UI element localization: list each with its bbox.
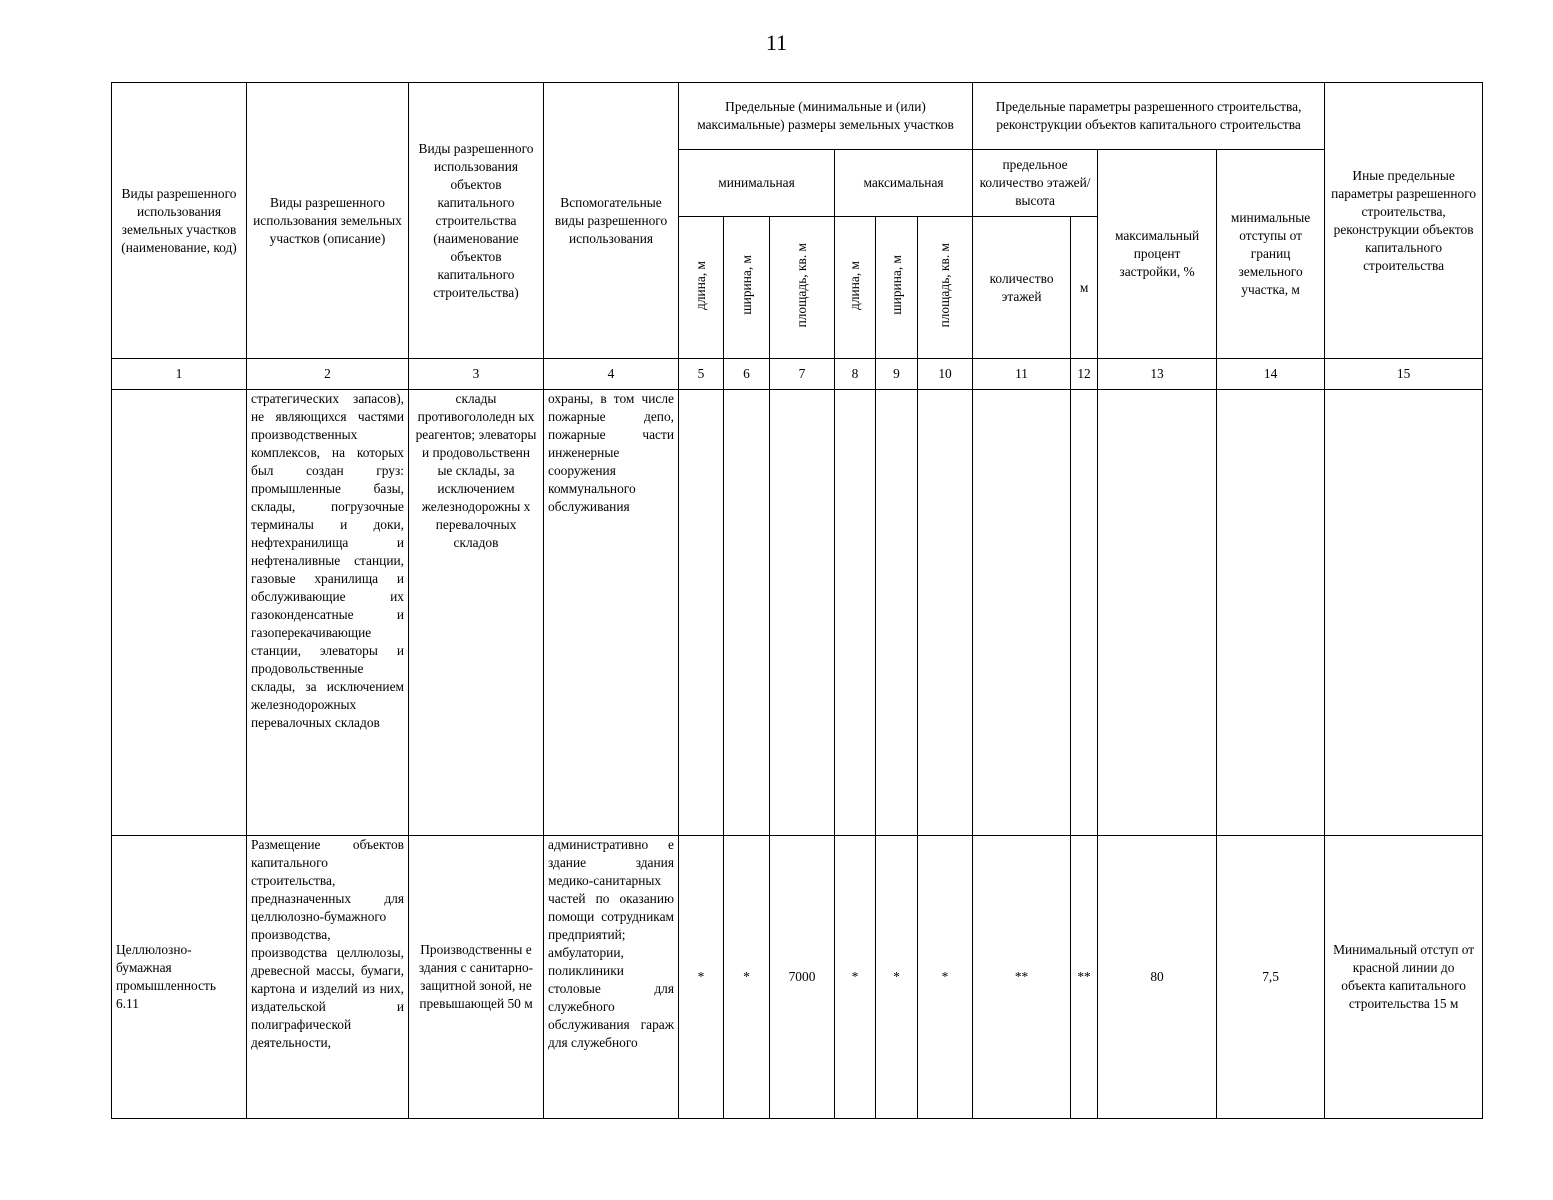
- header-floors: количество этажей: [973, 217, 1071, 359]
- row1-col15: [1325, 390, 1483, 836]
- col-number: 11: [973, 359, 1071, 390]
- row2-col9: *: [876, 836, 918, 1119]
- col-number: 2: [247, 359, 409, 390]
- col-number: 4: [544, 359, 679, 390]
- row1-col4: охраны, в том числе пожарные депо, пожарные части инженерные сооружения коммунального обслуживания: [544, 390, 679, 836]
- header-col1: Виды разрешенного использования земельных участков (наименование, код): [112, 83, 247, 359]
- header-min-length: длина, м: [679, 217, 724, 359]
- col-number: 9: [876, 359, 918, 390]
- header-min: минимальная: [679, 150, 835, 217]
- row2-col7: 7000: [770, 836, 835, 1119]
- row1-col6: [724, 390, 770, 836]
- row2-col8: *: [835, 836, 876, 1119]
- row2-col15: Минимальный отступ от красной линии до объекта капитального строительства 15 м: [1325, 836, 1483, 1119]
- row2-col6: *: [724, 836, 770, 1119]
- row2-col5: *: [679, 836, 724, 1119]
- table-row: [112, 390, 1483, 836]
- row2-col2: Размещение объектов капитального строительства, предназначенных для целлюлозно-бумажного производства, производства целлюлозы, древесной массы, бумаги, картона и изделий из них, издательской и полиграфической деятельности,: [247, 836, 409, 1119]
- header-max-width: ширина, м: [876, 217, 918, 359]
- row1-col1: [112, 390, 247, 836]
- header-max-length: длина, м: [835, 217, 876, 359]
- row2-col1: Целлюлозно-бумажная промышленность 6.11: [112, 836, 247, 1119]
- col-number: 7: [770, 359, 835, 390]
- row2-col13: 80: [1098, 836, 1217, 1119]
- row2-col12: **: [1071, 836, 1098, 1119]
- header-floors-height: предельное количество этажей/высота: [973, 150, 1098, 217]
- table-row: [112, 836, 1483, 1119]
- row2-col14: 7,5: [1217, 836, 1325, 1119]
- col-number: 3: [409, 359, 544, 390]
- col-number: 15: [1325, 359, 1483, 390]
- header-col2: Виды разрешенного использования земельных участков (описание): [247, 83, 409, 359]
- header-m: м: [1071, 217, 1098, 359]
- header-max: максимальная: [835, 150, 973, 217]
- row1-col10: [918, 390, 973, 836]
- header-min-width: ширина, м: [724, 217, 770, 359]
- header-group-params: Предельные параметры разрешенного строительства, реконструкции объектов капитального строительства: [973, 83, 1325, 150]
- row1-col7: [770, 390, 835, 836]
- land-use-table: [111, 82, 1483, 1119]
- row1-col12: [1071, 390, 1098, 836]
- page-number: 11: [765, 30, 788, 55]
- header-col4: Вспомогательные виды разрешенного использования: [544, 83, 679, 359]
- header-max-percent: максимальный процент застройки, %: [1098, 150, 1217, 359]
- col-number: 10: [918, 359, 973, 390]
- header-col3: Виды разрешенного использования объектов капитального строительства (наименование объектов капитального строительства): [409, 83, 544, 359]
- header-max-area: площадь, кв. м: [918, 217, 973, 359]
- row1-col9: [876, 390, 918, 836]
- row1-col3: склады противогололедн ых реагентов; элеваторы и продовольственн ые склады, за исключением железнодорожны х перевалочных складов: [409, 390, 544, 836]
- row1-col13: [1098, 390, 1217, 836]
- row2-col4: административно е здание здания медико-санитарных частей по оказанию помощи сотрудникам предприятий; амбулатории, поликлиники столовые для служебного обслуживания гараж для служебного: [544, 836, 679, 1119]
- header-min-area: площадь, кв. м: [770, 217, 835, 359]
- row1-col2: стратегических запасов), не являющихся частями производственных комплексов, на которых был создан груз: промышленные базы, склады, погрузочные терминалы и доки, нефтехранилища и нефтеналивные станции, газовые хранилища и обслуживающие их газоконденсатные и газоперекачивающие станции, элеваторы и продовольственные склады, за исключением железнодорожных перевалочных складов: [247, 390, 409, 836]
- row1-col14: [1217, 390, 1325, 836]
- col-number: 13: [1098, 359, 1217, 390]
- header-min-setback: минимальные отступы от границ земельного участка, м: [1217, 150, 1325, 359]
- col-number: 12: [1071, 359, 1098, 390]
- col-number: 8: [835, 359, 876, 390]
- row2-col3: Производственны е здания с санитарно-защитной зоной, не превышающей 50 м: [409, 836, 544, 1119]
- col-number: 5: [679, 359, 724, 390]
- row1-col8: [835, 390, 876, 836]
- col-number: 1: [112, 359, 247, 390]
- column-numbers-row: [112, 359, 1483, 390]
- col-number: 6: [724, 359, 770, 390]
- header-col15: Иные предельные параметры разрешенного строительства, реконструкции объектов капитального строительства: [1325, 83, 1483, 359]
- col-number: 14: [1217, 359, 1325, 390]
- header-row-1: [112, 83, 1483, 150]
- header-group-sizes: Предельные (минимальные и (или) максимальные) размеры земельных участков: [679, 83, 973, 150]
- row1-col11: [973, 390, 1071, 836]
- row2-col11: **: [973, 836, 1071, 1119]
- row2-col10: *: [918, 836, 973, 1119]
- row1-col5: [679, 390, 724, 836]
